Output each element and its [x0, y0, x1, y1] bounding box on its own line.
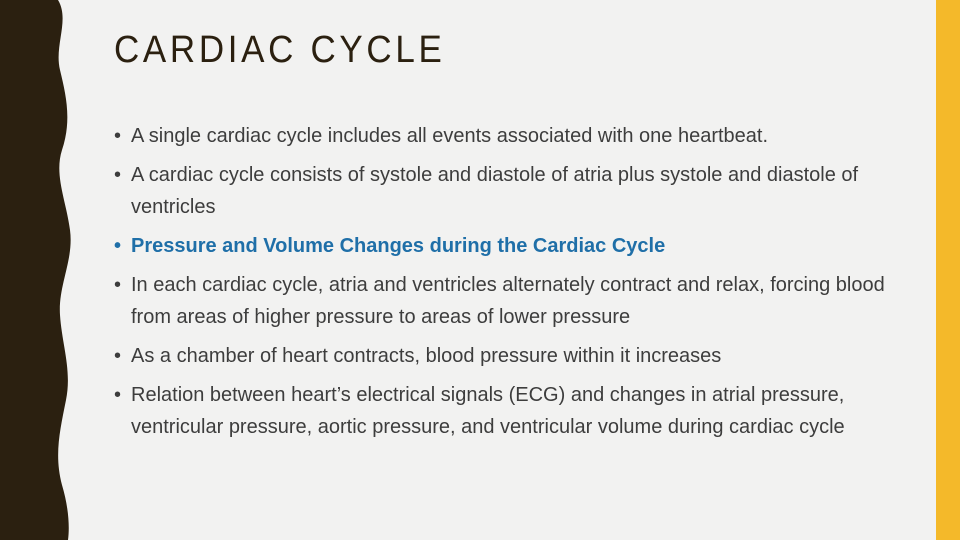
bullet-item: • As a chamber of heart contracts, blood pressure within it increases: [112, 340, 902, 372]
pressure-volume-link[interactable]: • Pressure and Volume Changes during the Cardiac Cycle: [112, 230, 902, 262]
bullet-item: • A cardiac cycle consists of systole and diastole of atria plus systole and diastole of ventricles: [112, 159, 902, 223]
right-accent-bar: [936, 0, 960, 540]
wavy-edge-shape: [0, 0, 71, 540]
left-decorative-edge: [0, 0, 80, 540]
slide-title: CARDIAC CYCLE: [114, 29, 446, 71]
bullet-item: • Relation between heart’s electrical signals (ECG) and changes in atrial pressure, ventricular pressure, aortic pressure, and ventricular volume during cardiac cycle: [112, 379, 902, 443]
bullet-item: • In each cardiac cycle, atria and ventricles alternately contract and relax, forcing blood from areas of higher pressure to areas of lower pressure: [112, 269, 902, 333]
bullet-item: • A single cardiac cycle includes all events associated with one heartbeat.: [112, 120, 902, 152]
bullet-list: [112, 120, 902, 450]
